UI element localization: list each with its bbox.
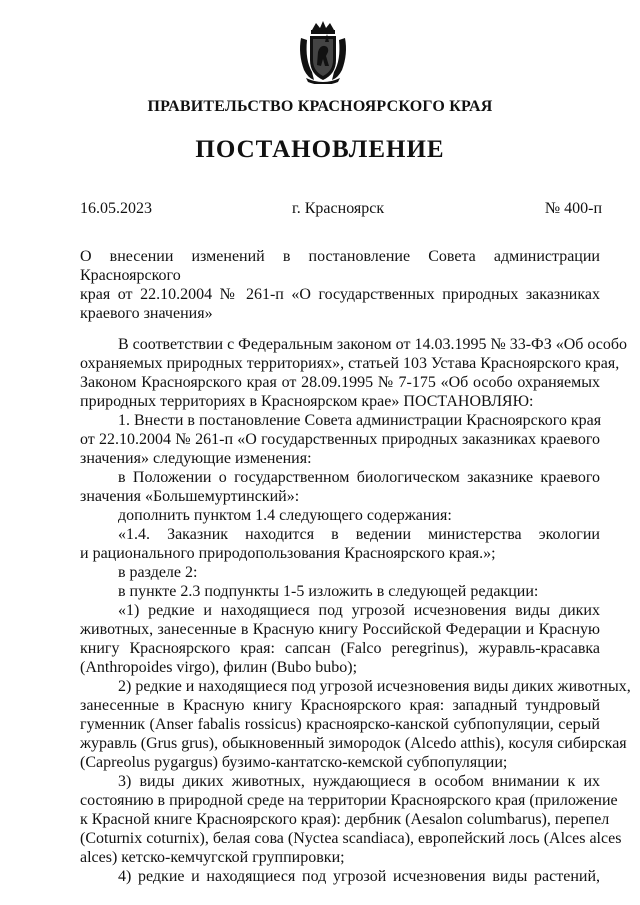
body-line: к Красной книге Красноярского края): дербник (Aesalon columbarus), перепел — [80, 811, 610, 828]
document-date: 16.05.2023 — [80, 200, 152, 217]
document-body — [80, 335, 631, 886]
body-line: значения «Большемуртинский»: — [80, 488, 300, 505]
document-city: г. Красноярск — [292, 200, 385, 217]
body-line: животных, занесенные в Красную книгу Российской Федерации и Красную — [80, 621, 600, 638]
body-line: 2) редкие и находящиеся под угрозой исчезновения виды диких животных, — [118, 678, 631, 695]
document-subject — [80, 247, 600, 323]
body-line: 4) редкие и находящиеся под угрозой исчезновения виды растений, — [118, 868, 600, 885]
organization-heading: ПРАВИТЕЛЬСТВО КРАСНОЯРСКОГО КРАЯ — [147, 98, 493, 115]
body-line: журавль (Grus grus), обыкновенный зимородок (Alcedo atthis), косуля сибирская — [80, 735, 627, 752]
body-line: в Положении о государственном биологическом заказнике краевого — [118, 469, 600, 486]
document-type-title: ПОСТАНОВЛЕНИЕ — [195, 136, 445, 163]
body-line: «1) редкие и находящиеся под угрозой исчезновения виды диких — [118, 602, 600, 619]
body-line: значения» следующие изменения: — [80, 450, 312, 467]
body-line: гуменник (Anser fabalis rossicus) красноярско-канской субпопуляции, серый — [80, 716, 600, 733]
subject-line: края от 22.10.2004 № 261-п «О государственных природных заказниках — [80, 286, 600, 303]
body-line: Законом Красноярского края от 28.09.1995 № 7-175 «Об особо охраняемых — [80, 374, 600, 391]
body-line: состоянию в природной среде на территории Красноярского края (приложение — [80, 792, 618, 809]
body-line: природных территориях в Красноярском крае» ПОСТАНОВЛЯЮ: — [80, 393, 534, 410]
body-line: от 22.10.2004 № 261-п «О государственных природных заказниках краевого — [80, 431, 600, 448]
subject-line: краевого значения» — [80, 305, 213, 322]
body-line: alces) кетско-кемчугской группировки; — [80, 849, 345, 866]
body-line: дополнить пунктом 1.4 следующего содержания: — [118, 507, 452, 524]
body-line: 1. Внести в постановление Совета администрации Красноярского края — [118, 412, 602, 429]
document-number: № 400-п — [544, 200, 602, 217]
body-line: «1.4. Заказник находится в ведении министерства экологии — [118, 526, 600, 543]
body-line: в разделе 2: — [118, 564, 198, 581]
body-line: (Coturnix coturnix), белая сова (Nyctea scandiaca), европейский лось (Alces alces — [80, 830, 622, 847]
body-line: занесенные в Красную книгу Красноярского края: западный тундровый — [80, 697, 600, 714]
coat-of-arms-emblem — [298, 20, 348, 84]
body-line: (Capreolus pygargus) бузимо-кантатско-кемской субпопуляции; — [80, 754, 508, 771]
body-line: в пункте 2.3 подпункты 1-5 изложить в следующей редакции: — [118, 583, 539, 600]
body-line: В соответствии с Федеральным законом от 14.03.1995 № 33-ФЗ «Об особо — [118, 336, 628, 353]
body-line: (Anthropoides virgo), филин (Bubo bubo); — [80, 659, 358, 676]
body-line: и рационального природопользования Красноярского края.»; — [80, 545, 496, 562]
body-line: охраняемых природных территориях», статьей 103 Устава Красноярского края, — [80, 355, 620, 372]
body-line: книгу Красноярского края: сапсан (Falco peregrinus), журавль-красавка — [80, 640, 600, 657]
subject-line: О внесении изменений в постановление Совета администрации Красноярского — [80, 248, 600, 284]
body-line: 3) виды диких животных, нуждающиеся в особом внимании к их — [118, 773, 600, 790]
